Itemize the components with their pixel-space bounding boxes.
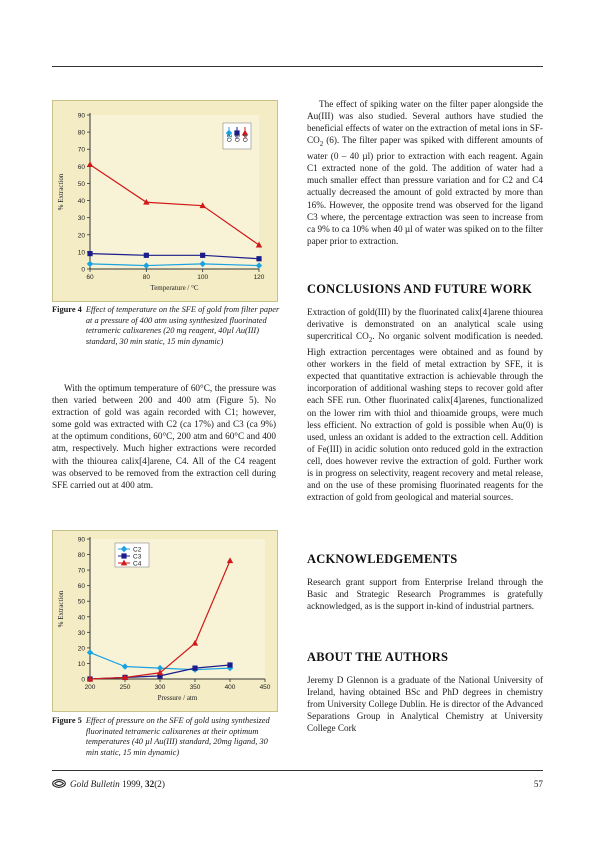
figure-5-caption-text: Effect of pressure on the SFE of gold using synthesized fluorinated tetrameric calixarenes at their optimum temperatures (40 µl Au(III) standard, 20mg ligand, 30 min static, 15 min dynamic) [85, 716, 270, 757]
fig4-y-axis-label: % Extraction [57, 173, 65, 211]
footer-issue: (2) [154, 779, 165, 789]
fig5-point-c3 [227, 662, 232, 667]
fig5-y-tick-label: 20 [77, 645, 85, 653]
fig5-y-axis-label: % Extraction [57, 590, 65, 628]
fig5-legend-marker [121, 553, 126, 558]
figure-4-chart-svg [53, 101, 277, 301]
page-number: 57 [533, 779, 543, 789]
right-paragraph-2-part-a: Extraction of gold(III) by the fluorinated calix[4]arene thiourea derivative is demonstrated on an analytical scale using supercritical CO [307, 307, 543, 342]
fig4-y-tick-label: 40 [77, 198, 85, 206]
bottom-rule [52, 770, 543, 771]
footer-year: 1999, [119, 779, 146, 789]
fig4-legend-label: C4 [243, 134, 250, 142]
left-column-text [52, 382, 276, 491]
fig5-x-tick-label: 350 [189, 684, 201, 691]
right-paragraph-2-part-b: . No organic solvent modification is needed. High extraction percentages were obtained and as found by other workers in the field of metal extraction by SFE, it is expected that quantitative extraction is achievable through the incorporation of additional washing steps to recover gold after each SFE run. Other fluorinated calix[4]arenes, functionalized on the lower rim with thiol and thioamide groups, were much less efficient. No extraction of gold is possible when Au(0) is used, unless an oxidant is added to the extraction cell. Addition of Fe(III) in acidic solution onto reduced gold in the extraction cell, does however revive the extraction of gold. Further work is in progress on selectivity, reagent recovery and metal release, and on the use of these promising fluorinated reagents for the extraction of gold from geological and material sources. [307, 331, 543, 503]
left-paragraph-1: With the optimum temperature of 60°C, the pressure was then varied between 200 and 400 atm (Figure 5). No extraction of gold was again recorded with C1; however, some gold was extracted with C2 (ca 17%) and C3 (ca 9%) at the optimum conditions, 60°C, 200 atm and 60°C and 400 atm, respectively. Much higher extractions were recorded with the thiourea calix[4]arene, C4. All of the C4 reagent was observed to be removed from the extraction cell during SFE carried out at 400 atm. [52, 383, 276, 490]
fig5-x-tick-label: 400 [224, 684, 236, 691]
fig4-x-axis-label: Temperature / °C [150, 284, 199, 292]
right-column-text [307, 98, 543, 768]
right-paragraph-2-subscript: 2 [368, 336, 373, 345]
fig4-y-tick-label: 80 [77, 129, 85, 137]
fig5-y-tick-label: 70 [77, 567, 85, 575]
fig5-x-axis-label: Pressure / atm [157, 694, 198, 702]
figure-4-caption [52, 305, 282, 347]
acknowledgements-heading: ACKNOWLEDGEMENTS [307, 552, 458, 566]
fig4-legend-label: C3 [235, 134, 242, 142]
fig5-y-tick-label: 60 [77, 583, 85, 591]
fig5-y-tick-label: 10 [77, 660, 85, 668]
fig5-y-tick-label: 30 [77, 629, 85, 637]
right-paragraph-1-part-b: (6). The filter paper was spiked with different amounts of water (0 – 40 µl) prior to extraction with each reagent. Again C1 extracted none of the gold. The addition of water had a much smaller effect than pressure variation and for C2 and C4 actually decreased the amount of gold extracted by more than 16%. However, the opposite trend was observed for the ligand C3 where, the percentage extraction was seen to increase from ca 9% to ca 10% when 40 µl of water was spiked on to the filter paper prior to extraction. [307, 135, 543, 246]
fig5-x-tick-label: 450 [259, 684, 271, 691]
fig4-x-tick-label: 80 [142, 274, 150, 281]
figure-5-caption [52, 716, 282, 758]
fig5-x-tick-label: 200 [84, 684, 96, 691]
right-paragraph-4: Jeremy D Glennon is a graduate of the National University of Ireland, having obtained BSc and PhD degrees in chemistry from University College Dublin. He is director of the Advanced Separations Group in Analytical Chemistry at University College Cork [307, 675, 543, 734]
figure-4-chart [52, 100, 278, 302]
right-paragraph-1 [307, 98, 543, 247]
about-authors-heading: ABOUT THE AUTHORS [307, 650, 449, 664]
fig4-legend-label: C2 [227, 134, 234, 142]
fig5-y-tick-label: 40 [77, 614, 85, 622]
fig5-y-tick-label: 80 [77, 552, 85, 560]
fig4-y-tick-label: 70 [77, 146, 85, 154]
fig4-y-tick-label: 10 [77, 249, 85, 257]
fig4-y-tick-label: 90 [77, 112, 85, 120]
footer-volume: 32 [145, 779, 155, 789]
fig4-point-c3 [256, 256, 261, 261]
fig4-y-tick-label: 20 [77, 232, 85, 240]
figure-5-chart-svg [53, 531, 277, 711]
figure-5-chart [52, 530, 278, 712]
right-paragraph-2 [307, 306, 543, 503]
fig5-x-tick-label: 300 [154, 684, 166, 691]
fig5-point-c3 [192, 666, 197, 671]
fig5-legend-label: C4 [133, 560, 142, 568]
conclusions-heading: CONCLUSIONS AND FUTURE WORK [307, 282, 532, 296]
fig5-x-tick-label: 250 [119, 684, 131, 691]
fig4-y-tick-label: 60 [77, 163, 85, 171]
fig5-y-tick-label: 50 [77, 598, 85, 606]
fig4-x-tick-label: 120 [253, 274, 265, 281]
fig4-y-tick-label: 0 [81, 266, 85, 274]
figure-4-caption-text: Effect of temperature on the SFE of gold from filter paper at a pressure of 400 atm using synthesized fluorinated tetrameric calixarenes (20 mg reagent, 40µl Au(III) standard, 30 min static, 15 min dynamic) [85, 305, 280, 346]
fig4-x-tick-label: 100 [197, 274, 209, 281]
fig4-point-c3 [200, 253, 205, 258]
figure-5-label: Figure 5 [52, 716, 82, 725]
fig4-y-tick-label: 50 [77, 180, 85, 188]
fig4-y-tick-label: 30 [77, 215, 85, 223]
footer-journal-name: Gold Bulletin [70, 779, 120, 789]
page-footer [52, 779, 543, 790]
figure-4-label: Figure 4 [52, 305, 82, 314]
top-rule [52, 66, 543, 67]
fig4-point-c3 [87, 251, 92, 256]
right-paragraph-3: Research grant support from Enterprise Ireland through the Basic and Strategic Research Programmes is gratefully acknowledged, as is the support in-kind of industrial partners. [307, 577, 543, 612]
gold-bulletin-logo-icon [52, 779, 66, 790]
right-paragraph-1-part-a: The effect of spiking water on the filter paper alongside the Au(III) was also studied. Several authors have studied the beneficial effects of water on the extraction of metal ions in SF-CO [307, 99, 543, 146]
fig5-legend-label: C3 [133, 553, 142, 561]
fig5-y-tick-label: 0 [81, 676, 85, 684]
fig5-legend-label: C2 [133, 546, 142, 554]
fig4-point-c3 [144, 253, 149, 258]
right-paragraph-1-subscript: 2 [319, 140, 324, 149]
fig4-x-tick-label: 60 [86, 274, 94, 281]
fig5-y-tick-label: 90 [77, 536, 85, 544]
